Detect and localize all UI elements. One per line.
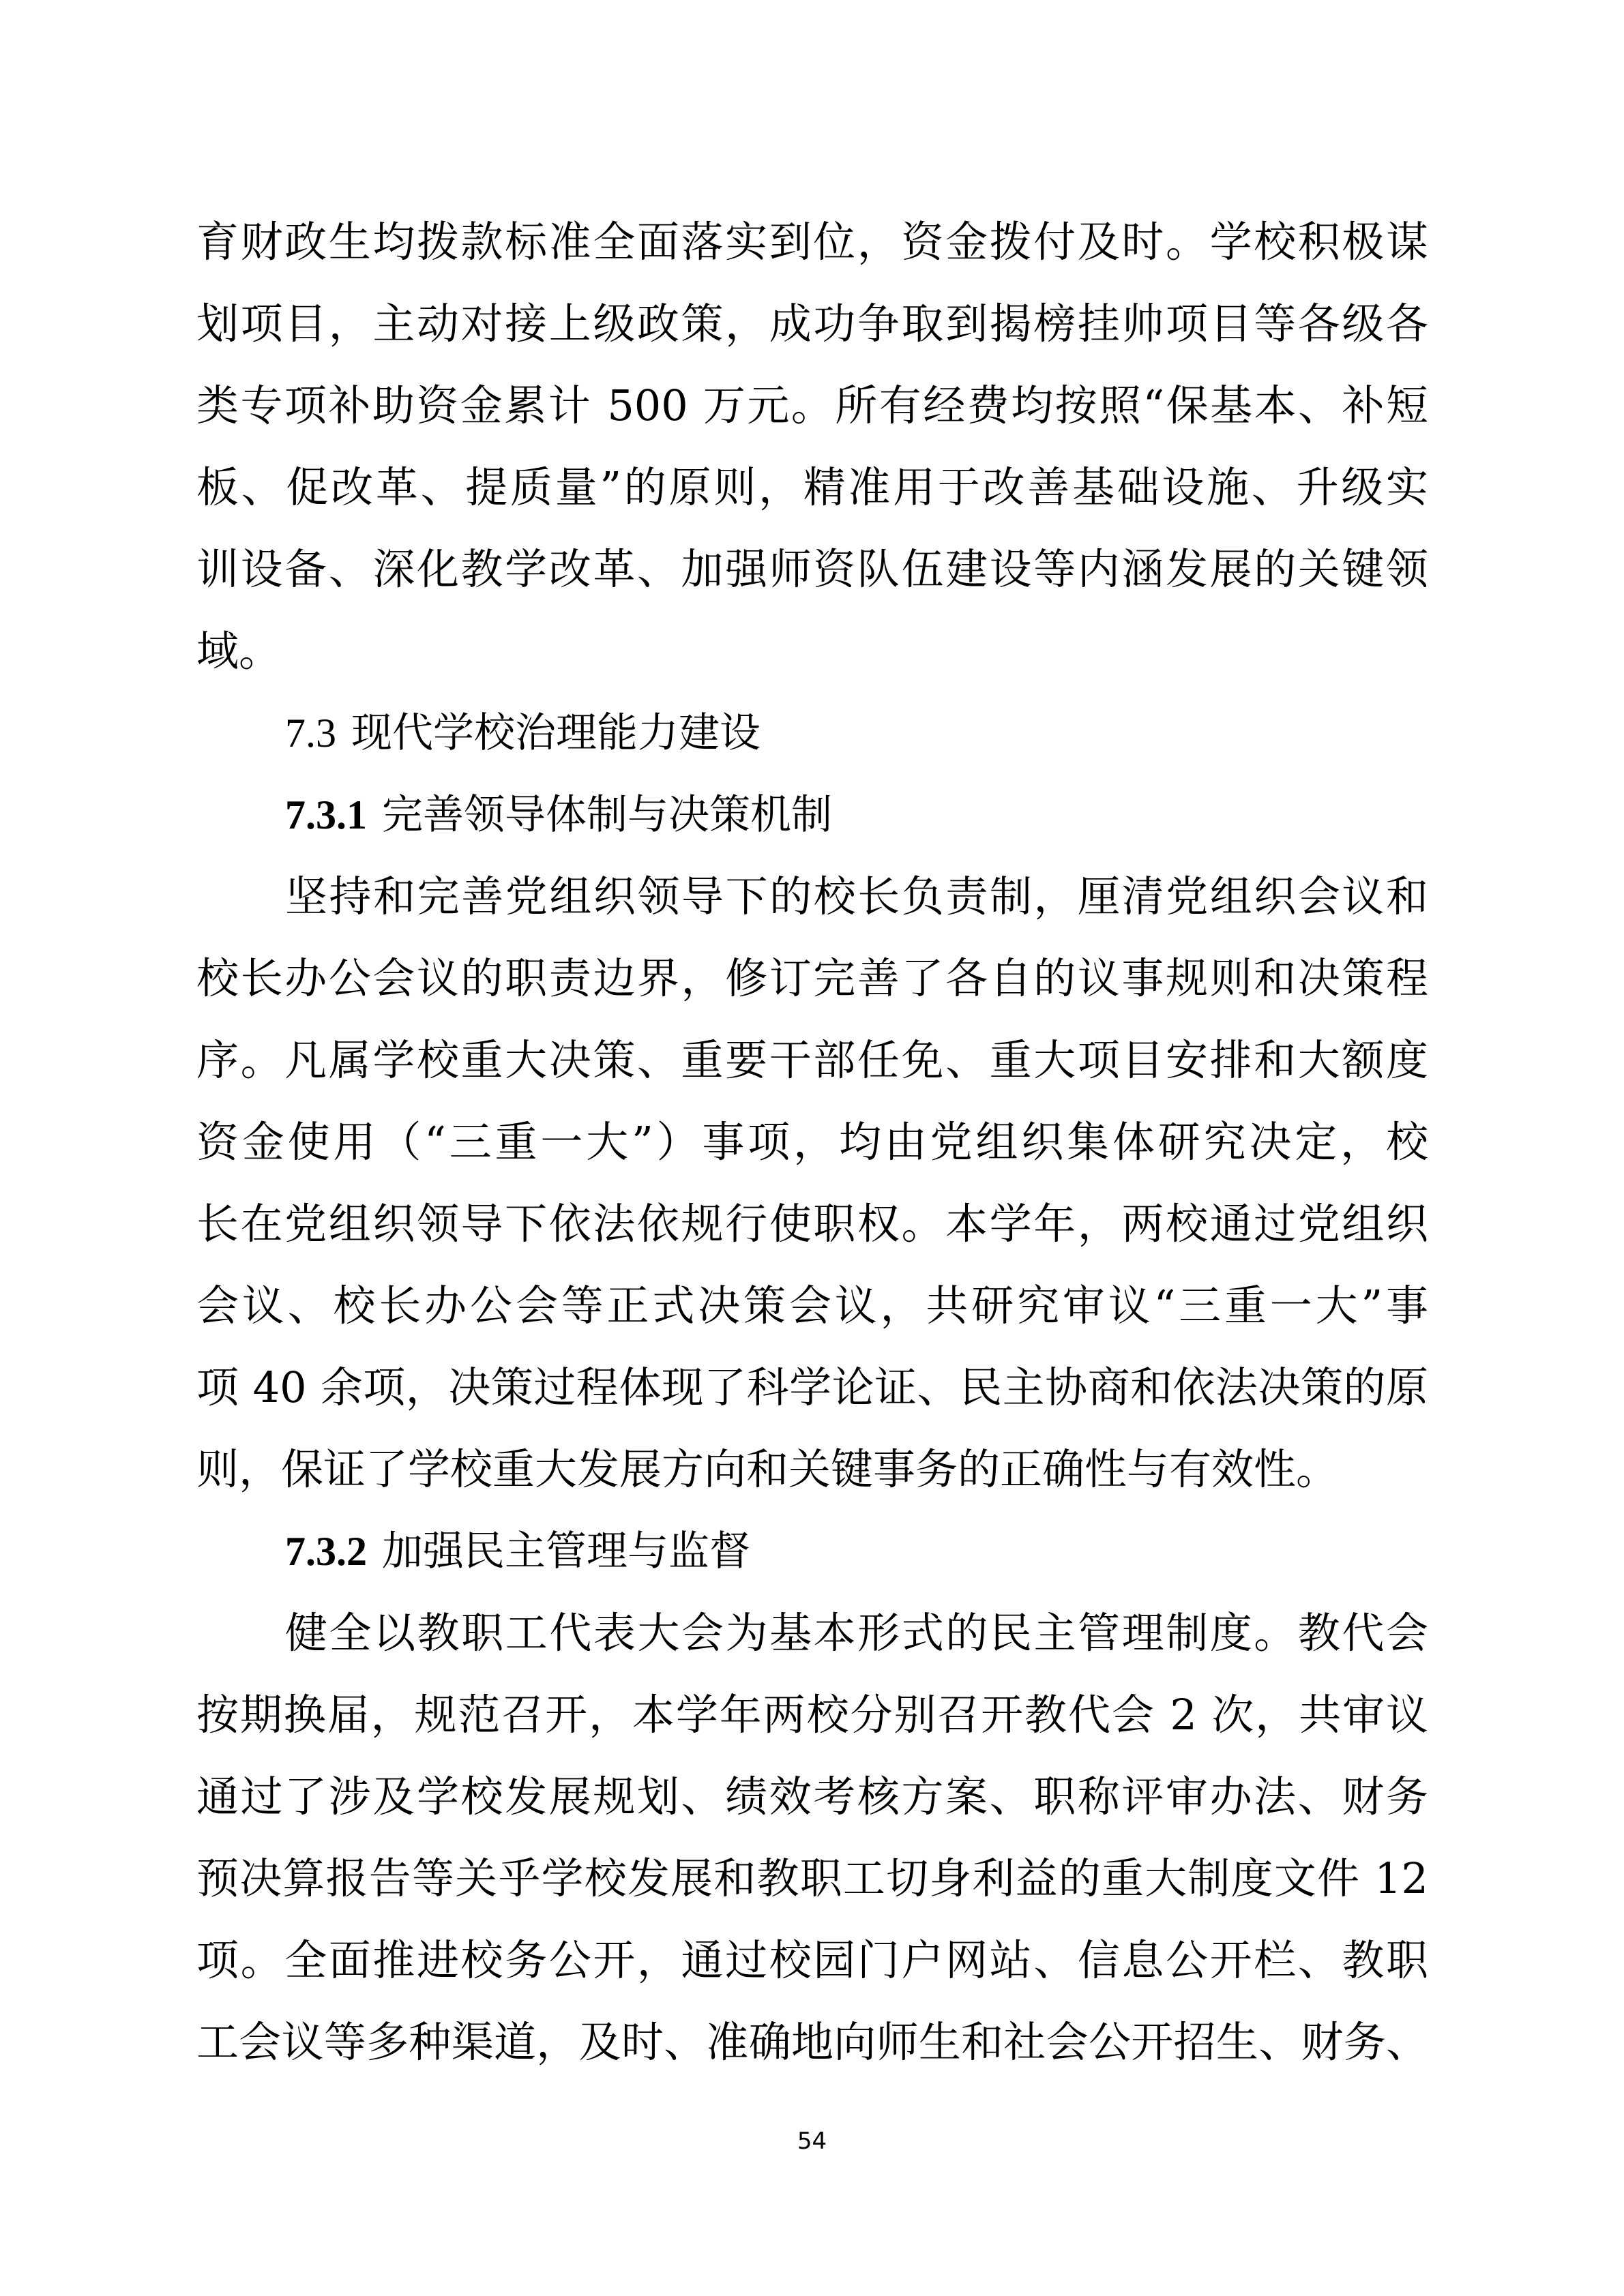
paragraph-line: 资金使用（“三重一大”）事项，均由党组织集体研究决定，校 (196, 1117, 1428, 1167)
section-heading-7-3-1 (285, 781, 832, 849)
section-number: 7.3 (285, 711, 336, 756)
paragraph-line: 健全以教职工代表大会为基本形式的民主管理制度。教代会 (285, 1608, 1428, 1658)
section-heading-7-3 (285, 699, 761, 767)
paragraph-line: 预决算报告等关乎学校发展和教职工切身利益的重大制度文件 12 (196, 1853, 1428, 1903)
page-number: 54 (797, 2128, 827, 2155)
section-number: 7.3.1 (285, 792, 367, 837)
paragraph-line: 训设备、深化教学改革、加强师资队伍建设等内涵发展的关键领 (196, 544, 1428, 594)
paragraph-line: 则，保证了学校重大发展方向和关键事务的正确性与有效性。 (196, 1444, 1339, 1494)
paragraph-line: 坚持和完善党组织领导下的校长负责制，厘清党组织会议和 (285, 871, 1428, 921)
paragraph-line: 类专项补助资金累计 500 万元。所有经费均按照“保基本、补短 (196, 381, 1428, 430)
paragraph-line: 工会议等多种渠道，及时、准确地向师生和社会公开招生、财务、 (196, 2017, 1428, 2067)
paragraph-line: 校长办公会议的职责边界，修订完善了各自的议事规则和决策程 (196, 953, 1428, 1003)
paragraph-line: 项 40 余项，决策过程体现了科学论证、民主协商和依法决策的原 (196, 1362, 1428, 1412)
section-title: 现代学校治理能力建设 (351, 709, 761, 757)
paragraph-line: 长在党组织领导下依法依规行使职权。本学年，两校通过党组织 (196, 1199, 1428, 1249)
paragraph-line: 会议、校长办公会等正式决策会议，共研究审议“三重一大”事 (196, 1281, 1428, 1330)
paragraph-line: 育财政生均拨款标准全面落实到位，资金拨付及时。学校积极谋 (196, 217, 1428, 267)
section-title: 完善领导体制与决策机制 (382, 791, 832, 839)
paragraph-line: 序。凡属学校重大决策、重要干部任免、重大项目安排和大额度 (196, 1035, 1428, 1085)
section-heading-7-3-2 (285, 1517, 750, 1585)
paragraph-line: 按期换届，规范召开，本学年两校分别召开教代会 2 次，共审议 (196, 1690, 1428, 1740)
section-number: 7.3.2 (285, 1529, 367, 1574)
paragraph-line: 划项目，主动对接上级政策，成功争取到揭榜挂帅项目等各级各 (196, 299, 1428, 348)
paragraph-line: 通过了涉及学校发展规划、绩效考核方案、职称评审办法、财务 (196, 1772, 1428, 1821)
paragraph-line: 项。全面推进校务公开，通过校园门户网站、信息公开栏、教职 (196, 1935, 1428, 1985)
paragraph-line: 板、促改革、提质量”的原则，精准用于改善基础设施、升级实 (196, 462, 1428, 512)
paragraph-line: 域。 (196, 626, 282, 676)
section-title: 加强民主管理与监督 (382, 1527, 750, 1575)
